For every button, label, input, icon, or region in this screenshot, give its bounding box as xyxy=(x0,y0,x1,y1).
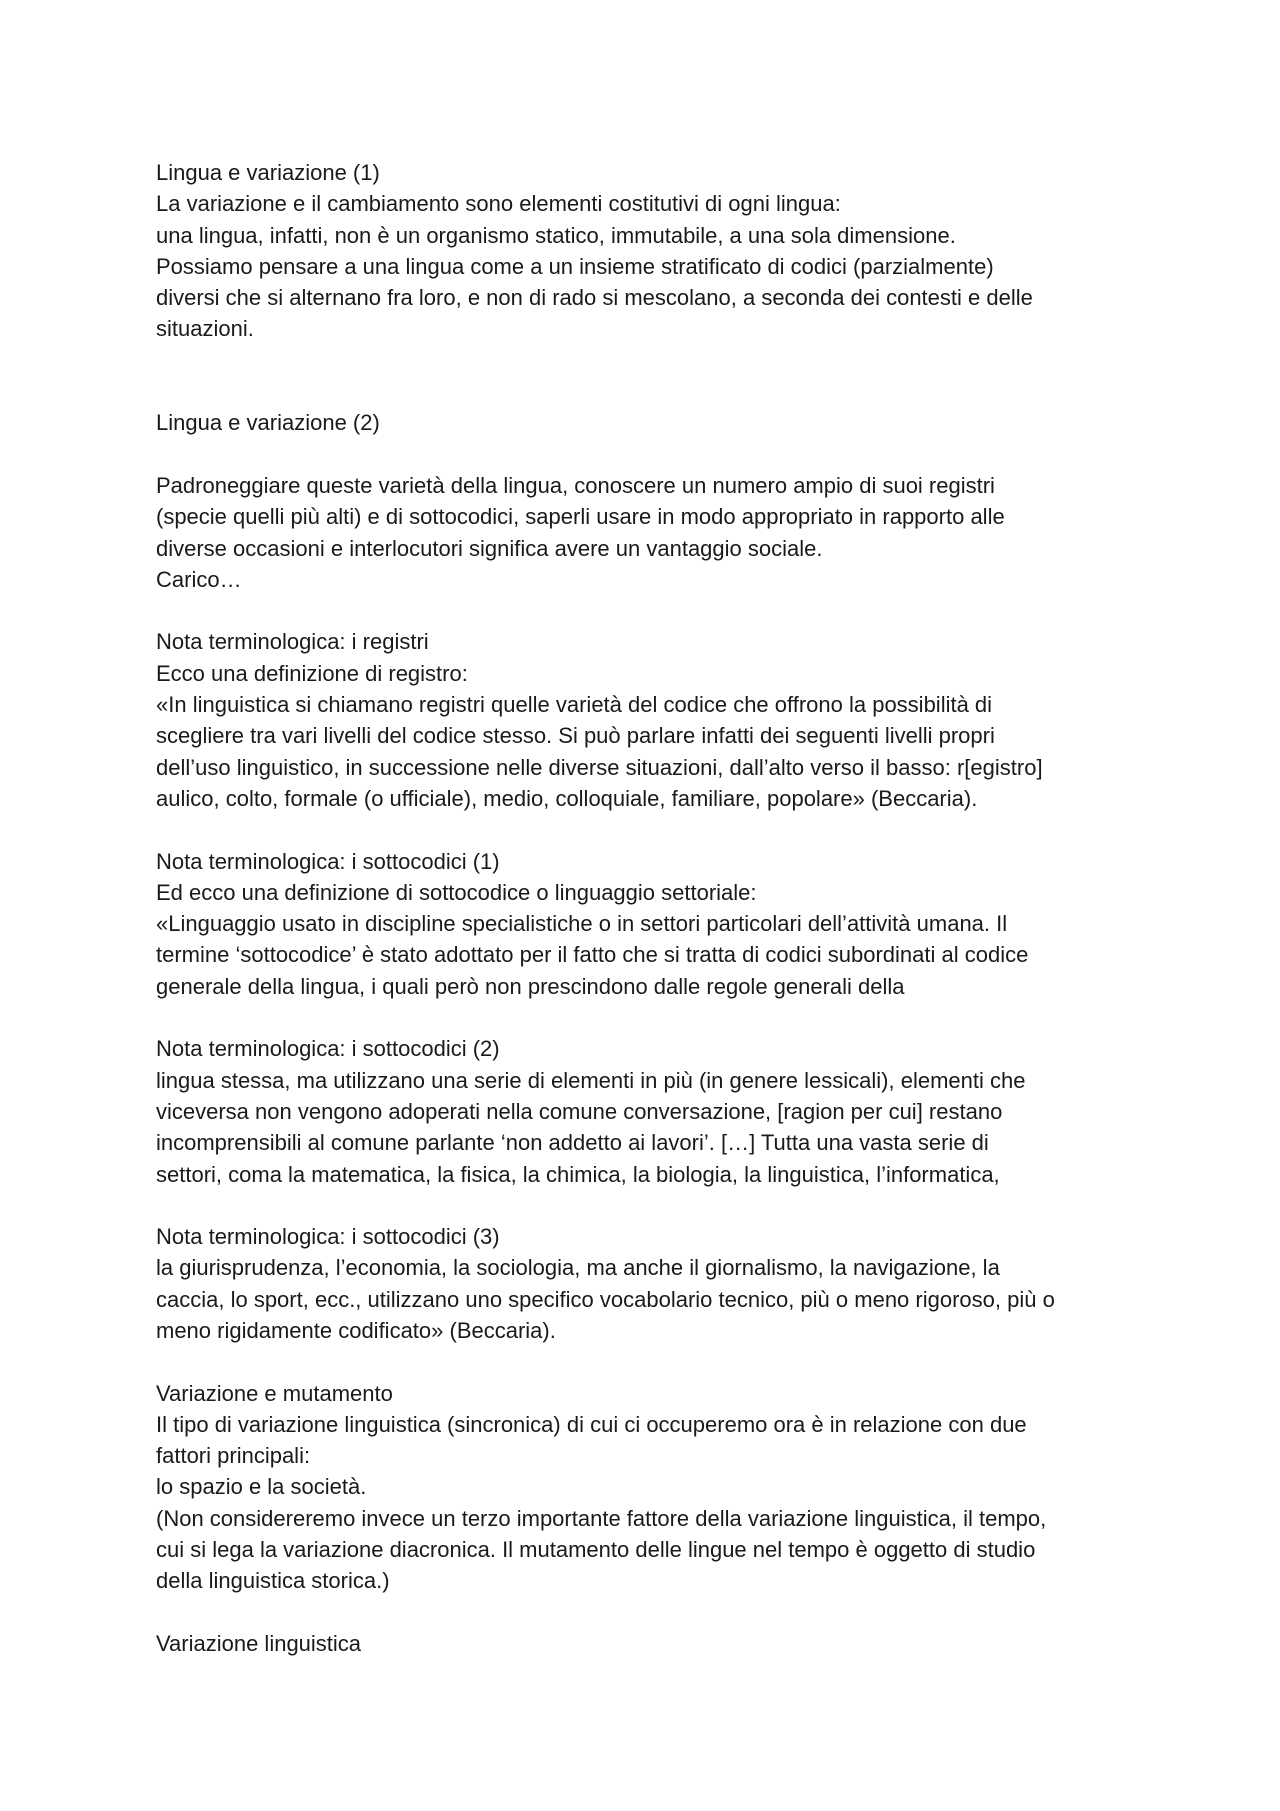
section-heading: Nota terminologica: i sottocodici (1) xyxy=(156,848,500,874)
spacer xyxy=(156,345,1156,408)
paragraph-line: Possiamo pensare a una lingua come a un insieme stratificato di codici (parzialmente) xyxy=(156,253,994,279)
paragraph-line: della linguistica storica.) xyxy=(156,1568,390,1594)
paragraph-line: Ecco una definizione di registro: xyxy=(156,660,468,686)
spacer xyxy=(156,1002,1156,1033)
spacer xyxy=(156,1597,1156,1628)
paragraph-line: (Non considereremo invece un terzo importante fattore della variazione linguistica, il tempo, xyxy=(156,1505,1047,1531)
paragraph-line: «Linguaggio usato in discipline specialistiche o in settori particolari dell’attività umana. Il xyxy=(156,911,1008,937)
paragraph-line: Ed ecco una definizione di sottocodice o linguaggio settoriale: xyxy=(156,879,757,905)
paragraph-line: Padroneggiare queste varietà della lingua, conoscere un numero ampio di suoi registri xyxy=(156,472,995,498)
paragraph-line: una lingua, infatti, non è un organismo statico, immutabile, a una sola dimensione. xyxy=(156,222,956,248)
paragraph-line: generale della lingua, i quali però non prescindono dalle regole generali della xyxy=(156,973,905,999)
paragraph-line: aulico, colto, formale (o ufficiale), medio, colloquiale, familiare, popolare» (Beccaria). xyxy=(156,785,978,811)
section-heading: Variazione linguistica xyxy=(156,1630,362,1656)
paragraph-line: lo spazio e la società. xyxy=(156,1474,367,1500)
paragraph-line: situazioni. xyxy=(156,316,254,342)
spacer xyxy=(156,439,1156,470)
paragraph-line: cui si lega la variazione diacronica. Il mutamento delle lingue nel tempo è oggetto di studio xyxy=(156,1537,1036,1563)
paragraph-line: (specie quelli più alti) e di sottocodici, saperli usare in modo appropriato in rapporto alle xyxy=(156,504,1005,530)
paragraph-line: Il tipo di variazione linguistica (sincronica) di cui ci occuperemo ora è in relazione con due xyxy=(156,1411,1027,1437)
spacer xyxy=(156,595,1156,626)
paragraph-line: termine ‘sottocodice’ è stato adottato per il fatto che si tratta di codici subordinati al codice xyxy=(156,942,1029,968)
section-heading: Nota terminologica: i sottocodici (2) xyxy=(156,1036,500,1062)
section-heading: Lingua e variazione (1) xyxy=(156,160,380,185)
paragraph-line: «In linguistica si chiamano registri quelle varietà del codice che offrono la possibilità di xyxy=(156,692,993,718)
paragraph-line: dell’uso linguistico, in successione nelle diverse situazioni, dall’alto verso il basso: r[egistro] xyxy=(156,754,1043,780)
section-heading: Nota terminologica: i sottocodici (3) xyxy=(156,1224,500,1250)
paragraph-line: diverse occasioni e interlocutori significa avere un vantaggio sociale. xyxy=(156,535,823,561)
paragraph-line: viceversa non vengono adoperati nella comune conversazione, [ragion per cui] restano xyxy=(156,1098,1003,1124)
paragraph-line: scegliere tra vari livelli del codice stesso. Si può parlare infatti dei seguenti livelli propri xyxy=(156,723,995,749)
spacer xyxy=(156,1346,1156,1377)
paragraph-line: incomprensibili al comune parlante ‘non addetto ai lavori’. […] Tutta una vasta serie di xyxy=(156,1130,989,1156)
paragraph-line: lingua stessa, ma utilizzano una serie di elementi in più (in genere lessicali), elementi che xyxy=(156,1067,1026,1093)
section-heading: Lingua e variazione (2) xyxy=(156,410,380,436)
section-heading: Variazione e mutamento xyxy=(156,1380,393,1406)
spacer xyxy=(156,814,1156,845)
paragraph-line: settori, coma la matematica, la fisica, la chimica, la biologia, la linguistica, l’informatica, xyxy=(156,1161,1000,1187)
paragraph-line: diversi che si alternano fra loro, e non di rado si mescolano, a seconda dei contesti e delle xyxy=(156,285,1033,311)
section-heading: Nota terminologica: i registri xyxy=(156,629,429,655)
paragraph-line: meno rigidamente codificato» (Beccaria). xyxy=(156,1317,556,1343)
paragraph-line: la giurisprudenza, l’economia, la sociologia, ma anche il giornalismo, la navigazione, la xyxy=(156,1255,1000,1281)
paragraph-line: caccia, lo sport, ecc., utilizzano uno specifico vocabolario tecnico, più o meno rigoroso, più o xyxy=(156,1286,1055,1312)
paragraph-line: La variazione e il cambiamento sono elementi costitutivi di ogni lingua: xyxy=(156,191,841,217)
document-page xyxy=(156,157,1156,1659)
loading-text: Carico… xyxy=(156,566,242,592)
spacer xyxy=(156,1190,1156,1221)
paragraph-line: fattori principali: xyxy=(156,1443,311,1469)
